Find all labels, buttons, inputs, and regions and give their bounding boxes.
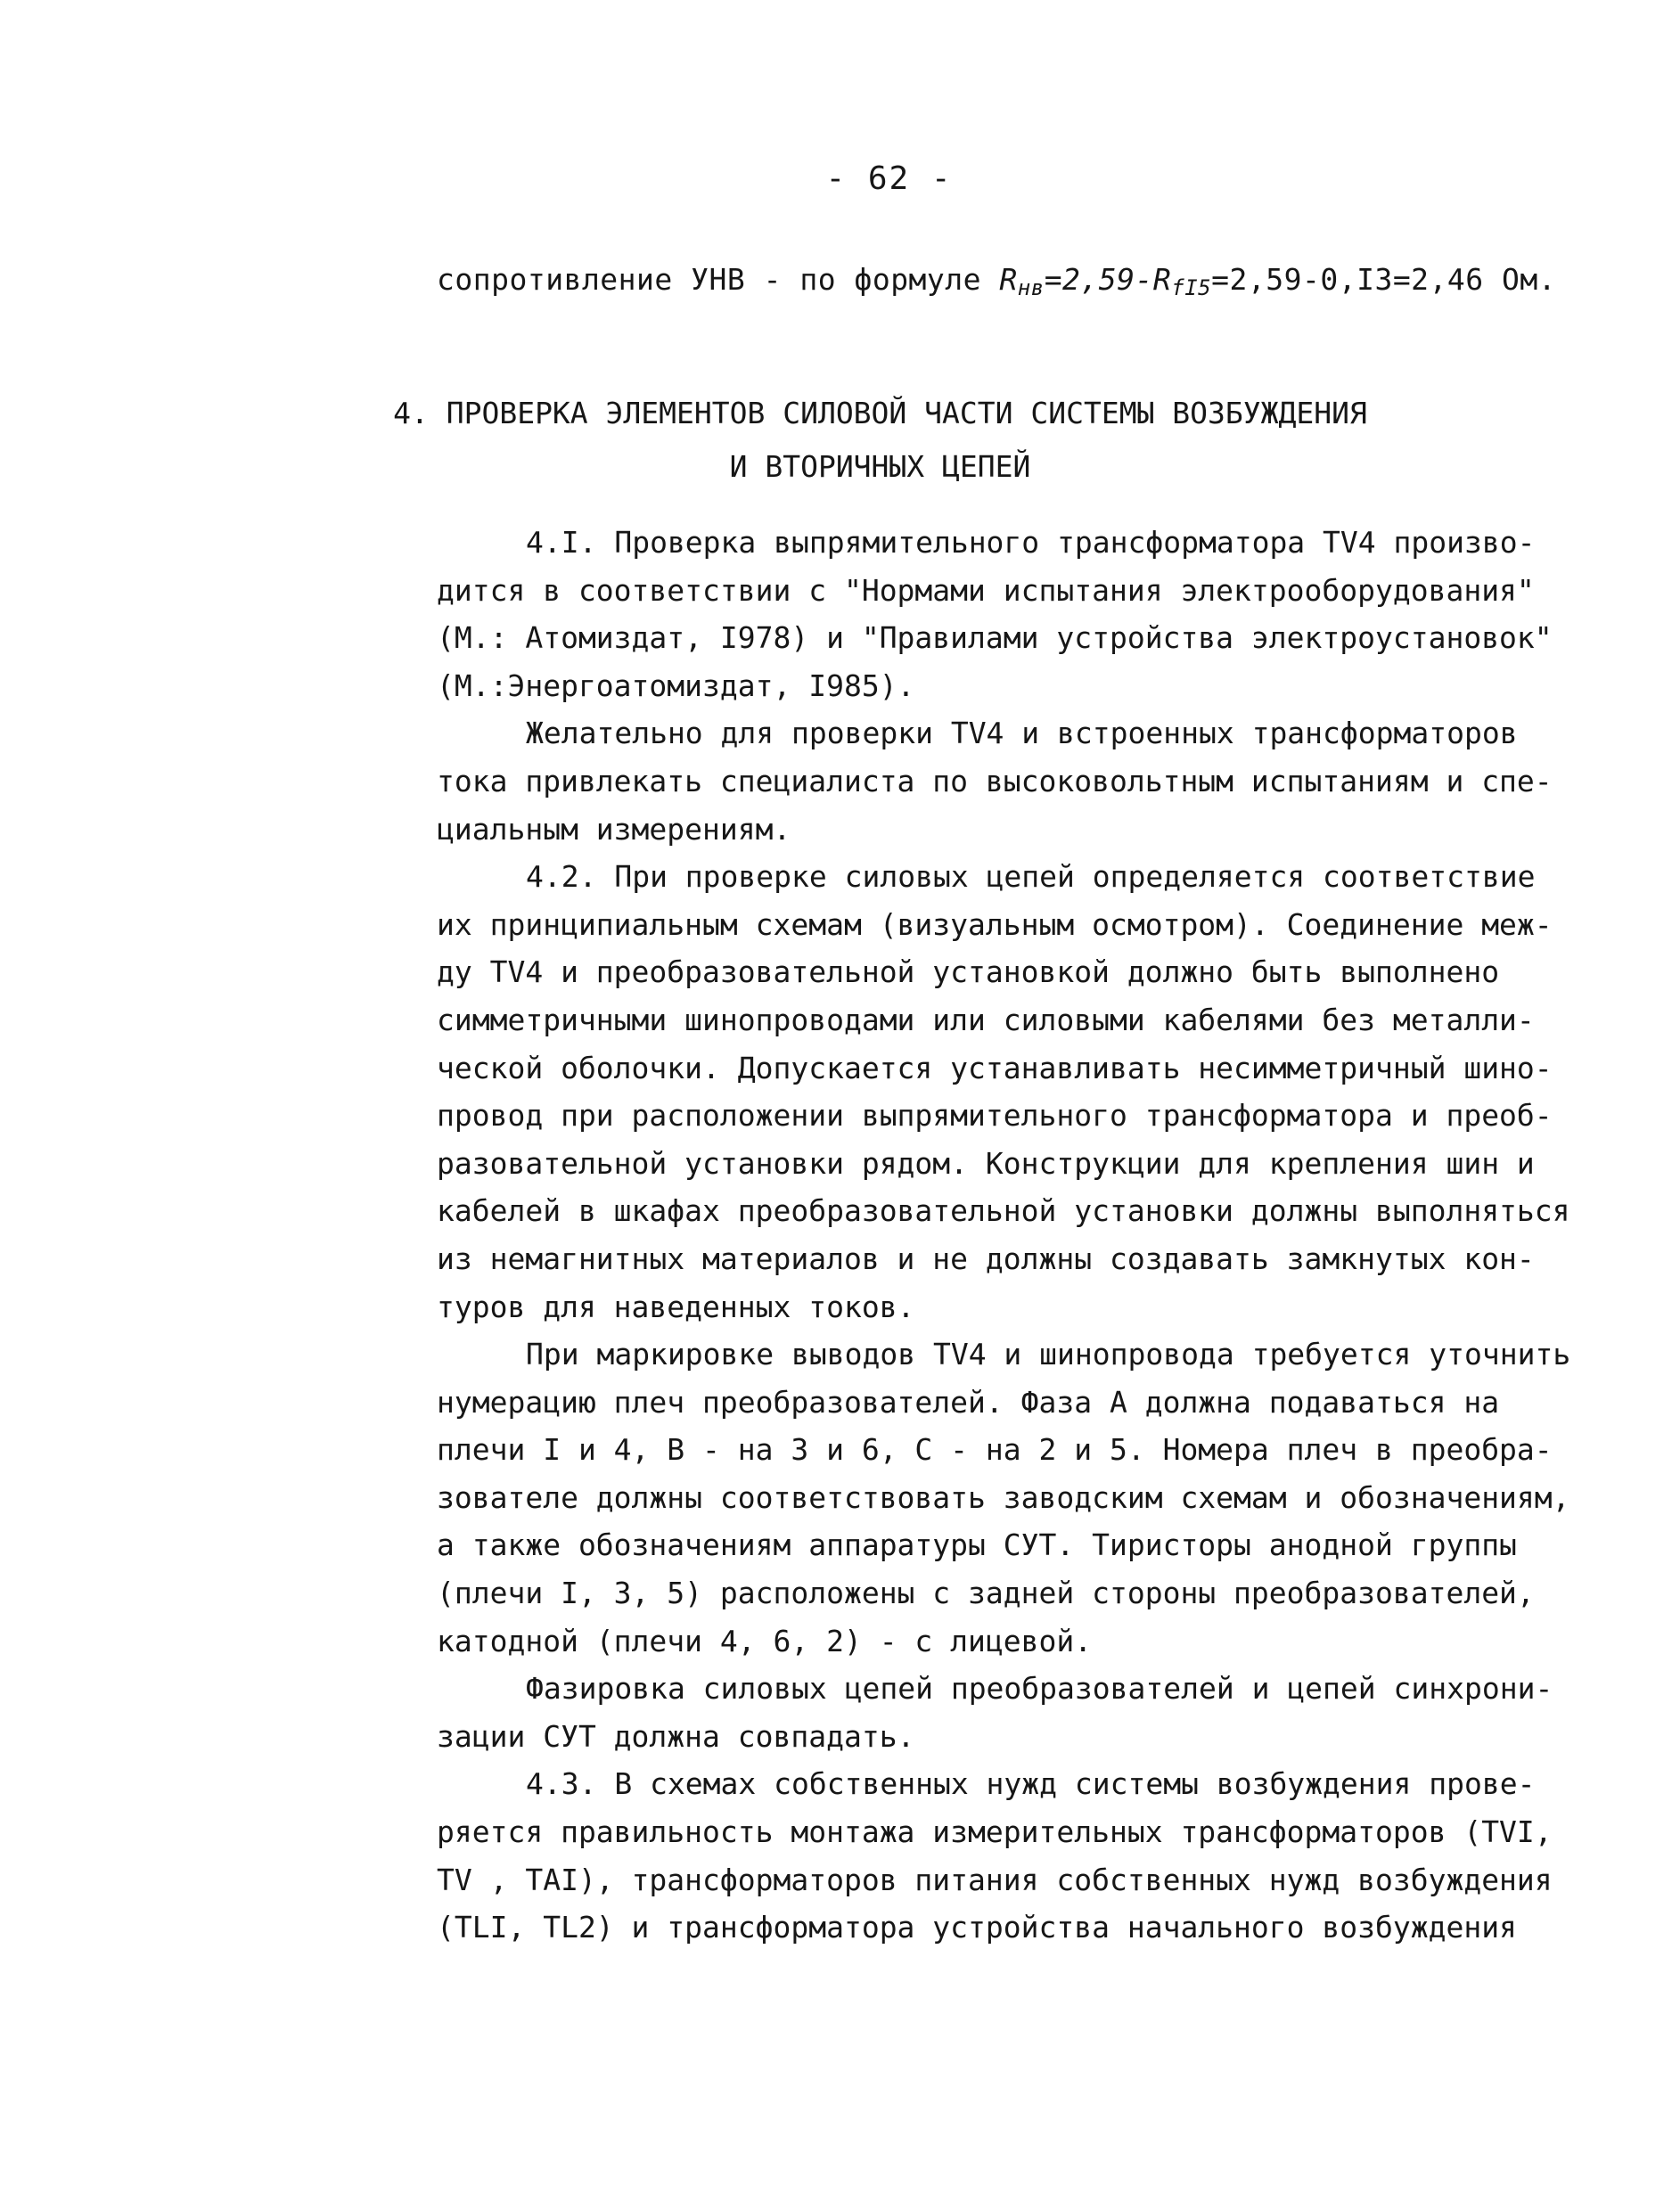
text-line: из немагнитных материалов и не должны создавать замкнутых кон- xyxy=(437,1241,1535,1276)
text-line: катодной (плечи 4, 6, 2) - с лицевой. xyxy=(437,1623,1093,1658)
text-line: зователе должны соответствовать заводским схемам и обозначениям, xyxy=(437,1479,1570,1515)
section-heading-line-2: И ВТОРИЧНЫХ ЦЕПЕЙ xyxy=(729,449,1031,484)
text-line: ческой оболочки. Допускается устанавливать несимметричный шино- xyxy=(437,1050,1553,1085)
page-number: - 62 - xyxy=(825,160,953,197)
text-line: (М.:Энергоатомиздат, I985). xyxy=(437,667,915,703)
text-line: ряется правильность монтажа измерительных трансформаторов (TVI, xyxy=(437,1814,1553,1850)
text-line: циальным измерениям. xyxy=(437,811,791,847)
text-line: плечи I и 4, В - на 3 и 6, С - на 2 и 5. Номера плеч в преобра- xyxy=(437,1432,1553,1468)
formula: $R_{нв}=2,59-R_{fI5}$ xyxy=(999,262,1212,300)
text-line: нумерацию плеч преобразователей. Фаза А должна подаваться на xyxy=(437,1384,1500,1420)
text-line: а также обозначениям аппаратуры СУТ. Тиристоры анодной группы xyxy=(437,1527,1517,1563)
text-line: При маркировке выводов TV4 и шинопровода требуется уточнить xyxy=(526,1337,1571,1372)
text-line: туров для наведенных токов. xyxy=(437,1289,915,1324)
text-line: разовательной установки рядом. Конструкции для крепления шин и xyxy=(437,1145,1535,1181)
text-line: 4.2. При проверке силовых цепей определяется соответствие xyxy=(526,859,1536,895)
intro-line xyxy=(437,262,1556,300)
text-line: их принципиальным схемам (визуальным осмотром). Соединение меж- xyxy=(437,906,1553,942)
text-line: провод при расположении выпрямительного трансформатора и преоб- xyxy=(437,1098,1553,1134)
section-heading-line-1: 4. ПРОВЕРКА ЭЛЕМЕНТОВ СИЛОВОЙ ЧАСТИ СИСТЕМЫ ВОЗБУЖДЕНИЯ xyxy=(393,396,1367,430)
text-line: зации СУТ должна совпадать. xyxy=(437,1718,915,1754)
text-line: тока привлекать специалиста по высоковольтным испытаниям и спе- xyxy=(437,763,1553,798)
text-line: 4.I. Проверка выпрямительного трансформатора TV4 произво- xyxy=(526,525,1536,560)
text-line: (М.: Атомиздат, I978) и "Правилами устройства электроустановок" xyxy=(437,620,1553,656)
text-line: TV , TAI), трансформаторов питания собственных нужд возбуждения xyxy=(437,1862,1553,1897)
section-heading xyxy=(0,387,1680,494)
text-line: 4.3. В схемах собственных нужд системы возбуждения прове- xyxy=(526,1766,1536,1802)
text-line: симметричными шинопроводами или силовыми кабелями без металли- xyxy=(437,1002,1535,1037)
text-line: ду TV4 и преобразовательной установкой должно быть выполнено xyxy=(437,954,1500,990)
formula-result: =2,59-0,I3=2,46 Ом. xyxy=(1211,262,1557,297)
body-text xyxy=(437,519,1569,1952)
text-line: Фазировка силовых цепей преобразователей и цепей синхрони- xyxy=(526,1671,1553,1707)
intro-text: сопротивление УНВ - по формуле xyxy=(437,262,1000,297)
text-line: (плечи I, 3, 5) расположены с задней стороны преобразователей, xyxy=(437,1576,1535,1611)
text-line: (TLI, TL2) и трансформатора устройства начального возбуждения xyxy=(437,1910,1517,1945)
text-line: Желательно для проверки TV4 и встроенных трансформаторов xyxy=(526,716,1518,751)
text-line: дится в соответствии с "Нормами испытания электрооборудования" xyxy=(437,572,1535,608)
text-line: кабелей в шкафах преобразовательной установки должны выполняться xyxy=(437,1193,1570,1229)
